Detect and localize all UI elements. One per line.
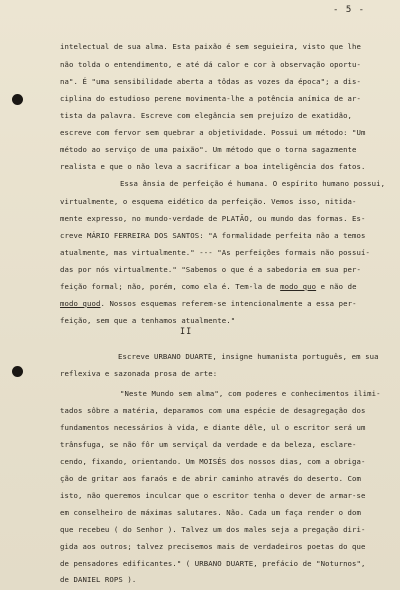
quote-line: trânsfuga, se não fôr um serviçal da verdade e da beleza, esclare- (60, 440, 357, 449)
quote-line: que recebeu ( do Senhor ). Talvez um dos males seja a pregação diri- (60, 525, 366, 534)
text-line (60, 299, 357, 308)
text-line: Escreve URBANO DUARTE, insigne humanista português, em sua (118, 352, 379, 361)
section-heading: II (180, 327, 193, 337)
text-line: Essa ânsia de perfeição é humana. O espírito humano possui, (120, 179, 386, 188)
quote-line: de DANIEL ROPS ). (60, 575, 137, 584)
punch-hole (12, 366, 23, 377)
underlined-phrase: modo quod (60, 299, 101, 308)
text-line (60, 282, 357, 291)
text-line: mente expresso, no mundo-verdade de PLATÃO, ou mundo das formas. Es- (60, 214, 366, 223)
quote-line: "Neste Mundo sem alma", com poderes e conhecimentos ilimi- (120, 389, 381, 398)
text-line: método ao serviço de uma paixão". Um método que o torna sagazmente (60, 145, 357, 154)
text-line: ciplina do estudioso perene movimenta-lhe a potência anímica de ar- (60, 94, 362, 103)
text-line: na". É "uma sensibilidade aberta a tôdas as vozes da época"; a dis- (60, 77, 362, 86)
text-line: das por nós virtualmente." "Sabemos o que é a sabedoria em sua per- (60, 265, 362, 274)
quote-line: de pensadores edificantes." ( URBANO DUARTE, prefácio de "Noturnos", (60, 559, 366, 568)
text-span: . Nossos esquemas referem-se intencionalmente a essa per- (100, 299, 357, 308)
text-line: creve MÁRIO FERREIRA DOS SANTOS: "A formalidade perfeita não a temos (60, 231, 366, 240)
text-line: escreve com fervor sem quebrar a objetividade. Possui um método: "Um (60, 128, 366, 137)
text-span: feição formal; não, porém, como ela é. Tem-la de (60, 282, 281, 291)
text-line: atualmente, mas virtualmente." --- "As perfeições formais não possuí- (60, 248, 371, 257)
quote-line: cendo, fixando, orientando. Um MOISÉS dos nossos dias, com a obriga- (60, 457, 366, 466)
text-line: tista da palavra. Escreve com elegância sem prejuízo de exatidão, (60, 111, 353, 120)
quote-line: em conselheiro de máximas salutares. Não. Cada um faça render o dom (60, 508, 362, 517)
text-span: e não de (316, 282, 357, 291)
quote-line: tados sôbre a matéria, deparamos com uma espécie de desagregação dos (60, 406, 366, 415)
text-line: virtualmente, o esquema eidético da perfeição. Vemos isso, nitida- (60, 197, 357, 206)
text-line: feição, sem que a tenhamos atualmente." (60, 316, 236, 325)
quote-line: ção de gritar aos faraós e de abrir caminho através do deserto. Com (60, 474, 362, 483)
underlined-phrase: modo quo (280, 282, 317, 291)
punch-hole (12, 94, 23, 105)
text-line: reflexiva e sazonada prosa de arte: (60, 369, 218, 378)
quote-line: isto, não queremos inculcar que o escritor tenha o dever de armar-se (60, 491, 366, 500)
quote-line: gida aos outros; talvez precisemos mais de verdadeiros poetas do que (60, 542, 366, 551)
quote-line: fundamentos necessários à vida, e diante dêle, ul o escritor será um (60, 423, 366, 432)
page-number: - 5 - (333, 5, 366, 15)
text-line: realista e que o não leva a sacrificar a boa inteligência dos fatos. (60, 162, 366, 171)
text-line: não tolda o entendimento, e até dá calor e cor à observação oportu- (60, 60, 362, 69)
text-line: intelectual de sua alma. Esta paixão é sem seguieira, visto que lhe (60, 42, 362, 51)
